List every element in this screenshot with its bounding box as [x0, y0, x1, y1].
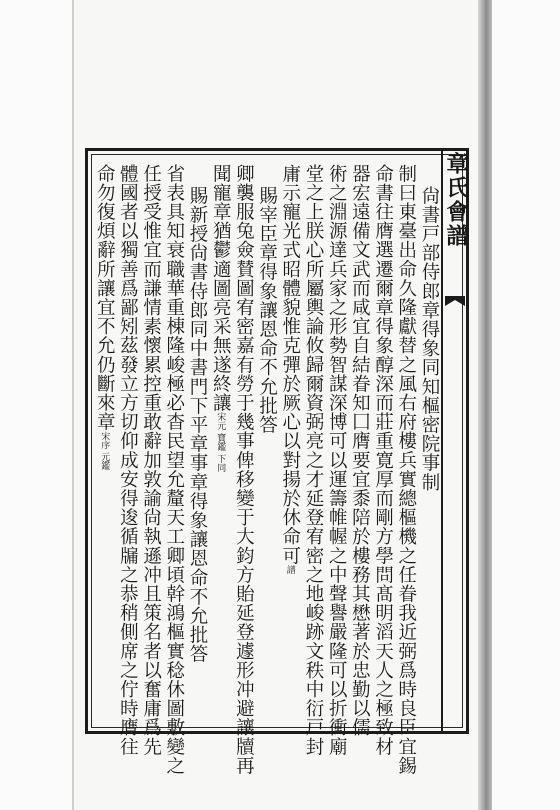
binding-shadow [478, 0, 492, 810]
column-text: 尙書戸部侍郎章得象同知樞密院事制 [419, 186, 440, 492]
column-text: 體國者以獨善爲鄙矧茲發立方切仰成安得逡循牖之恭稍側席之佇時膺往 [117, 164, 139, 757]
text-column [163, 164, 185, 775]
column-text: 任授受惟宜而謙情素懷累控重敢辭加敦諭尙執遜冲且策名者以奮庸爲先 [140, 164, 162, 757]
column-text: 堂之上朕心所屬輿論攸歸爾資弼亮之才延登宥密之地峻跡文秩中衍戸封 [303, 164, 324, 757]
column-text: 賜新授尙書侍郎同中書門下平章事章得象讓恩命不允批答 [187, 186, 208, 664]
text-column [325, 164, 347, 756]
text-column [256, 186, 278, 434]
text-column [348, 164, 370, 737]
column-text: 命書往膺選遷爾章得象醇深而莊重寛厚而剛方學問髙明滔天人之極致材 [372, 164, 394, 757]
text-column [209, 164, 231, 472]
text-column [186, 186, 208, 664]
text-column [93, 164, 115, 470]
book-title: 章氏會譜 [443, 152, 469, 248]
text-column [232, 164, 254, 775]
text-column [395, 164, 417, 775]
column-note: 宋序 元鑑 [99, 431, 110, 471]
text-column [116, 164, 138, 756]
column-text: 制曰東臺出命久隆獻替之風右府樓兵實總樞機之任眷我近弼爲時良臣宜錫 [395, 164, 417, 776]
column-text: 省表具知衰職華重棟隆峻極必杳民望允釐天工卿頃幹鴻樞實稔休圖敷變之 [163, 164, 185, 776]
column-text: 庸示寵光式昭體貌惟克彈於厥心以對揚於休命可 [279, 164, 301, 566]
column-text: 命勿復煩辭所讓宜不允仍斷來章 [94, 164, 116, 432]
column-text: 器宏遠備文武而咸宜自結眷知囗膺要宜黍陪於樓務其懋著於忠勤以儒 [349, 164, 371, 737]
column-note: 宋元 寶鑑 下同 [215, 412, 226, 473]
text-column [418, 186, 440, 492]
text-column [302, 164, 324, 756]
text-column [372, 164, 394, 756]
text-column [279, 164, 301, 574]
text-column [140, 164, 162, 756]
column-text: 術之淵源達兵家之形勢智謀深博可以運籌帷幄之中聲譽嚴隆可以折衝廟 [326, 164, 348, 757]
column-text: 卿襲服兔僉賛圖宥密嘉有勞于幾事俾移變于大鈞方貽延登遽形冲避讓牘再 [233, 164, 255, 776]
column-text: 聞寵章猶鬱適圖亮采無遂終讓 [210, 164, 232, 413]
text-columns [94, 156, 440, 776]
column-text: 賜宰臣章得象讓恩命不允批答 [256, 186, 278, 435]
column-note: 譜 [284, 565, 295, 575]
